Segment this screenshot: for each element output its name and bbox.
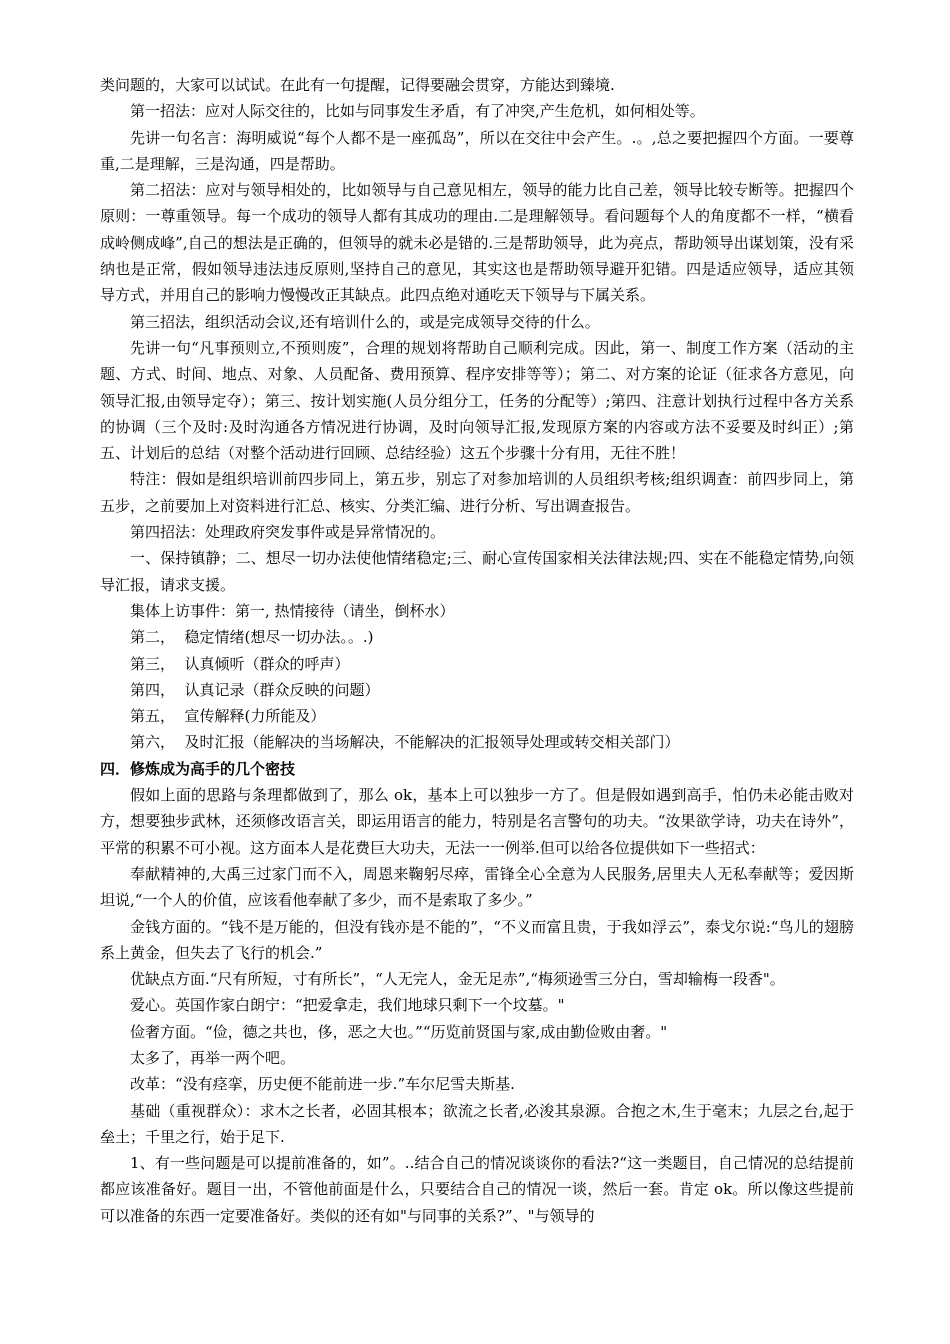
paragraph-19: 优缺点方面.“尺有所短，寸有所长”，“人无完人，金无足赤”,“梅须逊雪三分白，雪却输梅一段香"。	[130, 970, 785, 989]
paragraph-10: 集体上访事件：第一, 热情接待（请坐，倒杯水）	[130, 601, 455, 620]
paragraph-4: 第二招法：应对与领导相处的，比如领导与自己意见相左，领导的能力比自己差，领导比较专断等。把握四个原则：一尊重领导。每一个成功的领导人都有其成功的理由.二是理解领导。看问题每个人的角度都不一样，“横看成岭侧成峰”,自己的想法是正确的，但领导的就未必是错的.三是帮助领导，此为亮点，帮助领导出谋划策，没有采纳也是正常，假如领导违法违反原则,坚持自己的意见，其实这也是帮助领导避开犯错。四是适应领导，适应其领导方式，并用自己的影响力慢慢改正其缺点。此四点绝对通吃天下领导与下属关系。	[100, 181, 854, 305]
paragraph-23: 改革：“没有痉挛，历史便不能前进一步.”车尔尼雪夫斯基.	[130, 1075, 515, 1094]
paragraph-11: 第二， 稳定情绪(想尽一切办法。。.)	[130, 628, 374, 647]
paragraph-9: 一、保持镇静；二、想尽一切办法使他情绪稳定;三、耐心宣传国家相关法律法规;四、实在不能稳定情势,向领导汇报，请求支援。	[100, 549, 854, 594]
paragraph-7: 特注：假如是组织培训前四步同上，第五步，别忘了对参加培训的人员组织考核;组织调查：前四步同上，第五步，之前要加上对资料进行汇总、核实、分类汇编、进行分析、写出调查报告。	[100, 470, 854, 515]
paragraph-25: 1、有一些问题是可以提前准备的，如”。..结合自己的情况谈谈你的看法?“这一类题目，自己情况的总结提前都应该准备好。题目一出，不管他前面是什么，只要结合自己的情况一谈，然后一套。肯定 ok。所以像这些提前可以准备的东西一定要准备好。类似的还有如"与同事的关系?”、"与领导的	[100, 1154, 854, 1225]
paragraph-15: 第六， 及时汇报（能解决的当场解决，不能解决的汇报领导处理或转交相关部门）	[130, 733, 680, 752]
paragraph-13: 第四， 认真记录（群众反映的问题）	[130, 680, 380, 699]
paragraph-24: 基础（重视群众）：求木之长者，必固其根本；欲流之长者,必浚其泉源。合抱之木,生于毫末；九层之台,起于垒土；千里之行，始于足下.	[100, 1101, 854, 1146]
paragraph-2: 第一招法：应对人际交往的，比如与同事发生矛盾，有了冲突,产生危机，如何相处等。	[130, 102, 705, 121]
paragraph-1: 类问题的，大家可以试试。在此有一句提醒，记得要融会贯穿，方能达到臻境.	[100, 76, 615, 94]
paragraph-22: 太多了，再举一两个吧。	[130, 1048, 296, 1067]
paragraph-8: 第四招法：处理政府突发事件或是异常情况的。	[130, 523, 446, 542]
paragraph-21: 俭奢方面。“俭，德之共也，侈，恶之大也。”“历览前贤国与家,成由勤俭败由奢。"	[130, 1022, 668, 1041]
paragraph-17: 奉献精神的,大禹三过家门而不入，周恩来鞠躬尽瘁，雷锋全心全意为人民服务,居里夫人无私奉献等；爱因斯坦说,“一个人的价值，应该看他奉献了多少，而不是索取了多少。”	[100, 864, 854, 910]
section-heading: 四．修炼成为高手的几个密技	[100, 759, 296, 778]
paragraph-6: 先讲一句“凡事预则立,不预则废”，合理的规划将帮助自己顺利完成。因此，第一、制度工作方案（活动的主题、方式、时间、地点、对象、人员配备、费用预算、程序安排等等）；第二、对方案的论证（征求各方意见，向领导汇报,由领导定夺）；第三、按计划实施(人员分组分工，任务的分配等）;第四、注意计划执行过程中各方关系的协调（三个及时:及时沟通各方情况进行协调，及时向领导汇报,发现原方案的内容或方法不妥要及时纠正）;第五、计划后的总结（对整个活动进行回顾、总结经验）这五个步骤十分有用，无往不胜！	[100, 338, 854, 463]
paragraph-14: 第五， 宣传解释(力所能及）	[130, 707, 326, 726]
paragraph-20: 爱心。英国作家白朗宁：“把爱拿走，我们地球只剩下一个坟墓。"	[130, 996, 565, 1015]
paragraph-16: 假如上面的思路与条理都做到了，那么 ok，基本上可以独步一方了。但是假如遇到高手，怕仍未必能击败对方，想要独步武林，还须修改语言关，即运用语言的能力，特别是名言警句的功夫。“汝果欲学诗，功夫在诗外”，平常的积累不可小视。这方面本人是花费巨大功夫，无法一一例举.但可以给各位提供如下一些招式：	[100, 786, 854, 857]
paragraph-3: 先讲一句名言：海明威说“每个人都不是一座孤岛”，所以在交往中会产生。.。,总之要把握四个方面。一要尊重,二是理解，三是沟通，四是帮助。	[100, 128, 854, 173]
paragraph-5: 第三招法，组织活动会议,还有培训什么的，或是完成领导交待的什么。	[130, 312, 600, 331]
paragraph-18: 金钱方面的。“钱不是万能的，但没有钱亦是不能的”，“不义而富且贵，于我如浮云”，泰戈尔说:“鸟儿的翅膀系上黄金，但失去了飞行的机会.”	[100, 917, 854, 962]
paragraph-12: 第三， 认真倾听（群众的呼声）	[130, 654, 350, 673]
